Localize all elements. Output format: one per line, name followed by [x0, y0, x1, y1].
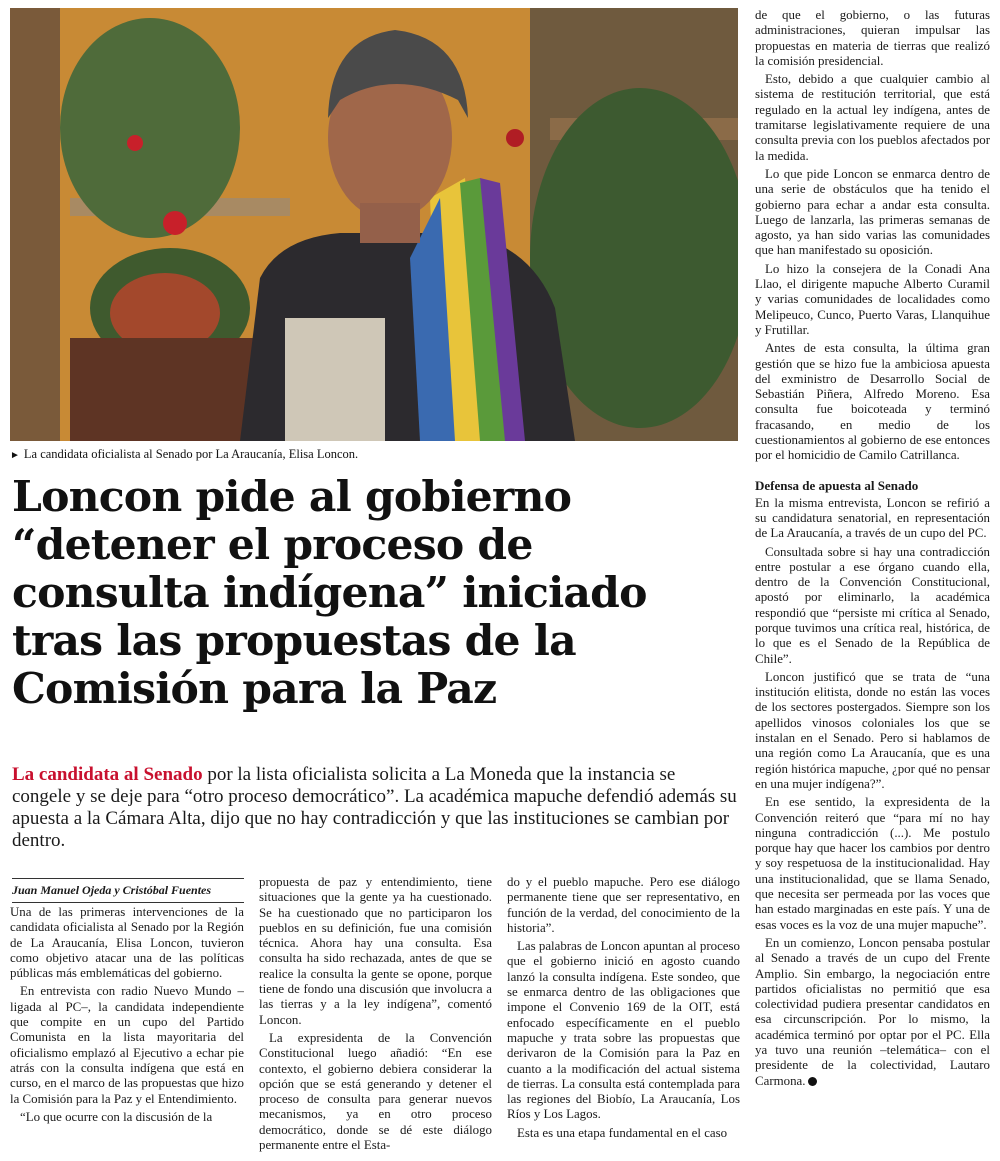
- paragraph: [755, 936, 990, 1089]
- paragraph: Una de las primeras intervenciones de la candidata oficialista al Senado por la Región de La Araucanía, Elisa Loncon, tuvieron como objetivo atacar una de las políticas públicas más emblemáticas del gobierno.: [10, 905, 244, 981]
- deck: [12, 764, 737, 852]
- paragraph: Esto, debido a que cualquier cambio al sistema de restitución territorial, que está regulado en la actual ley indígena, antes de tramitarse legislativamente requiere de una consulta previa con los pueblos afectados por la medida.: [755, 72, 990, 163]
- paragraph: En ese sentido, la expresidenta de la Convención reiteró que “para mí no hay ninguna contradicción (...). Me postulo porque hay que hacer los cambios por dentro y soy respetuosa de la institucionalidad. Hay una institucionalidad, que se llama Senado, que necesita ser permeada por las voces que han estado marginadas en este país. Y una de esas voces es la voz de una mujer mapuche”.: [755, 795, 990, 932]
- column-2: [259, 875, 492, 1157]
- paragraph: La expresidenta de la Convención Constitucional luego añadió: “En ese contexto, el gobierno debiera considerar la opción que se está generando y detener el proceso de consulta para generar nuevos mecanismos, ya en otro proceso democrático, donde se dé este diálogo permanente entre el Esta-: [259, 1030, 492, 1153]
- paragraph: Consultada sobre si hay una contradicción entre postular a ese órgano cuando ella, dentro de la Convención Constitucional, apostó por eliminarlo, la académica respondió que “persiste mi crítica al Senado, porque tuvimos una crítica real, histórica, de lo que es el Senado de la República de Chile”.: [755, 544, 990, 666]
- subheading: Defensa de apuesta al Senado: [755, 477, 919, 493]
- paragraph: En la misma entrevista, Loncon se refirió a su candidatura senatorial, en representación de La Araucanía, a través de un cupo del PC.: [755, 495, 990, 541]
- caption-marker-icon: ►: [10, 450, 20, 461]
- paragraph: do y el pueblo mapuche. Pero ese diálogo permanente tiene que ser representativo, en función de la verdad, del conocimiento de la historia”.: [507, 875, 740, 935]
- photo-caption: [10, 446, 738, 464]
- final-paragraph-text: En un comienzo, Loncon pensaba postular al Senado a través de un cupo del Frente Amplio. Sin embargo, la negociación entre partidos oficialistas no permitió que esa colectividad pudiera presentar candidatos en esa circunscripción. Por lo mismo, la académica terminó por optar por el PC. Ella ya tuvo una reunión –telemática– con el presidente de la colectividad, Lautaro Carmona.: [755, 935, 990, 1088]
- portrait-photo-icon: [10, 8, 738, 441]
- paragraph: Esta es una etapa fundamental en el caso: [517, 1125, 728, 1140]
- paragraph: Loncon justificó que se trata de “una institución elitista, donde no están las voces de los sectores postergados. Siempre son los apellidos vinosos coloniales los que se instalan en el Senado. Pero si hablamos de una región como La Araucanía, que es una región histórica mapuche, ¿por qué no pensar en una mujer indígena?”.: [755, 669, 990, 791]
- paragraph: de que el gobierno, o las futuras administraciones, quieran impulsar las propuestas en materia de tierras que realizó la comisión presidencial.: [755, 8, 990, 68]
- paragraph: Las palabras de Loncon apuntan al proceso que el gobierno inició en agosto cuando lanzó la consulta indígena. Este sondeo, que se enmarca dentro de las obligaciones que impone el Convenio 169 de la OIT, está enfocado específicamente en el pueblo mapuche y trata sobre las propuestas que derivaron de la Comisión para la Paz en cuanto a la modificación del actual sistema de tierras. La consulta está contemplada para las regiones del Biobío, La Araucanía, Los Ríos y Los Lagos.: [507, 939, 740, 1122]
- caption-text: La candidata oficialista al Senado por La Araucanía, Elisa Loncon.: [23, 447, 359, 461]
- paragraph: Antes de esta consulta, la última gran gestión que se hizo fue la ambiciosa apuesta del exministro de Desarrollo Social de Sebastián Piñera, Alfredo Moreno. Esa consulta fue boicoteada y terminó fracasando, en medio de los cuestionamientos al gobierno de ese entonces por el homicidio de Camilo Catrillanca.: [755, 341, 990, 463]
- headline: Loncon pide al gobierno “detener el proceso de consulta indígena” iniciado tras las propuestas de la Comisión para la Paz: [12, 472, 647, 714]
- paragraph: Lo hizo la consejera de la Conadi Ana Llao, el dirigente mapuche Alberto Curamil y varias comunidades de localidades como Melipeuco, Cunco, Puerto Varas, Llanquihue y Frutillar.: [755, 261, 990, 337]
- paragraph: Lo que pide Loncon se enmarca dentro de una serie de obstáculos que ha tenido el gobierno para echar a andar esta consulta. Luego de lanzarla, las primeras semanas de agosto, ya han sido varias las comunidades que han manifestado su oposición.: [755, 166, 990, 258]
- paragraph: En entrevista con radio Nuevo Mundo –ligada al PC–, la candidata independiente que compite en un cupo del Partido Comunista en la lista mayoritaria del oficialismo emplazó al Ejecutivo a echar pie atrás con la consulta indígena que está en curso, en el marco de las propuestas que hizo la Comisión para la Paz y el Entendimiento.: [10, 984, 244, 1106]
- article-photo: [10, 8, 738, 441]
- deck-text: por la lista oficialista solicita a La Moneda que la instancia se congele y se deje para “otro proceso democrático”. La académica mapuche defendió además su apuesta a la Cámara Alta, dijo que no hay contradicción y que las instituciones se cambian por dentro.: [12, 764, 737, 851]
- end-of-article-icon: [808, 1077, 817, 1086]
- column-3: [507, 875, 740, 1157]
- deck-lead: La candidata al Senado: [12, 764, 203, 785]
- column-4: [755, 8, 990, 1158]
- byline: Juan Manuel Ojeda y Cristóbal Fuentes: [12, 878, 244, 903]
- column-1: [10, 905, 244, 1157]
- paragraph: propuesta de paz y entendimiento, tiene situaciones que la gente ya ha cuestionado. Se ha cuestionado que no participaron los pueblos en su definición, fue una comisión técnica. Ahora hay una consulta. Esa consulta ha sido rechazada, antes de que se realice la consulta la gente se opone, porque tiene de fondo una discusión que involucra a las tierras y a la ley indígena”, comentó Loncon.: [259, 875, 492, 1027]
- paragraph: “Lo que ocurre con la discusión de la: [20, 1109, 213, 1124]
